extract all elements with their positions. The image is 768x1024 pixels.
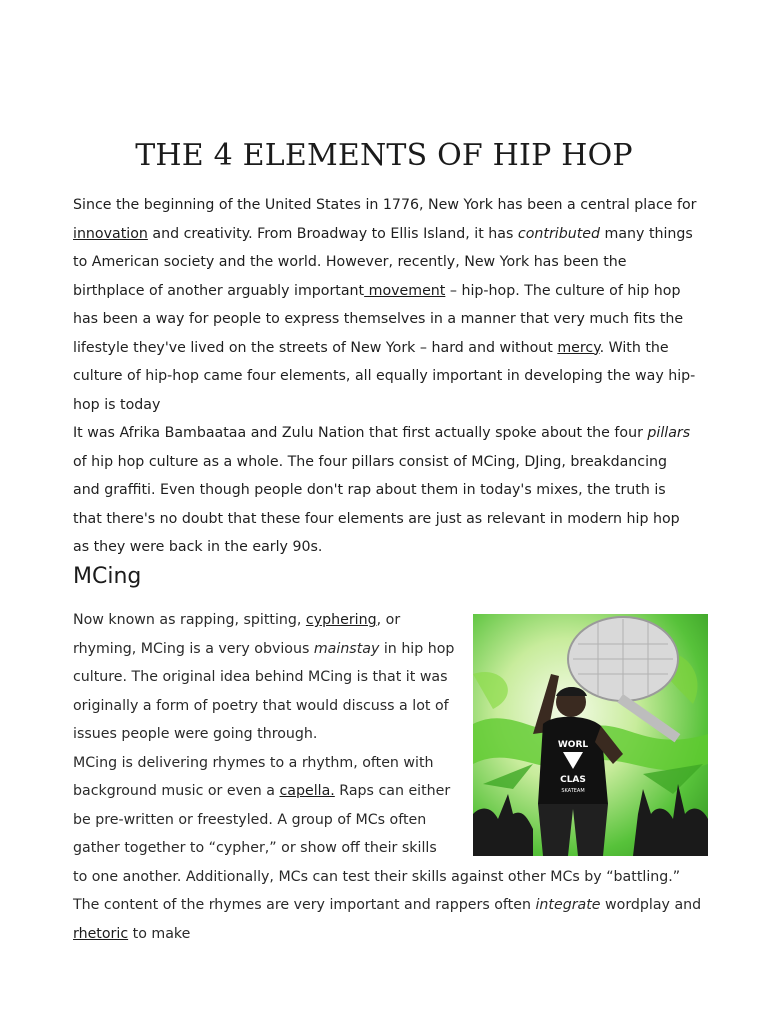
emphasis-mainstay: mainstay <box>313 640 380 657</box>
performer-figure <box>533 674 623 856</box>
text: and creativity. From Broadway to Ellis Island, it has <box>147 225 518 242</box>
intro-section <box>73 191 698 562</box>
link-cyphering[interactable]: cyphering <box>305 612 377 628</box>
link-rhetoric[interactable]: rhetoric <box>73 925 129 942</box>
text: to make <box>128 925 191 942</box>
text: Since the beginning of the United States in 1776, New York has been a central place for <box>73 197 697 213</box>
link-capella[interactable]: capella. <box>279 783 335 799</box>
text: Now known as rapping, spitting, <box>73 612 306 628</box>
link-mercy[interactable]: mercy <box>557 339 600 356</box>
intro-paragraph-1 <box>73 191 698 419</box>
shirt-text-1: WORL <box>557 740 589 750</box>
text: MCing is delivering rhymes to a rhythm, often with background music or even a <box>73 754 434 799</box>
mc-performer-image <box>473 614 708 856</box>
page-title: THE 4 ELEMENTS OF HIP HOP <box>135 138 633 173</box>
text: of hip hop culture as a whole. The four pillars consist of MCing, DJing, breakdancing and graffiti. Even though people don't rap about them in today's mixes, the truth is that there's no doubt that these four elements are just as relevant in modern hip hop as they were back in the early 90s. <box>73 453 680 555</box>
text: , or rhyming, MCing is a very obvious <box>73 612 401 657</box>
emphasis-contributed: contributed <box>517 225 601 242</box>
text: . With the culture of hip-hop came four elements, all equally important in developing the way hip-hop is today <box>73 339 696 413</box>
text: – hip-hop. The culture of hip hop has been a way for people to express themselves in a manner that very much fits the lifestyle they've lived on the streets of New York – hard and without <box>73 282 684 356</box>
link-innovation[interactable]: innovation <box>73 225 148 242</box>
emphasis-pillars: pillars <box>647 425 691 441</box>
text: many things to American society and the world. However, recently, New York has been the birthplace of another arguably important <box>73 225 693 299</box>
section-heading-mcing: MCing <box>73 564 142 589</box>
mcing-section <box>73 606 708 948</box>
text: It was Afrika Bambaataa and Zulu Nation that first actually spoke about the four <box>73 425 648 441</box>
mc-illustration <box>473 614 708 856</box>
text: wordplay and <box>600 897 702 913</box>
link-movement[interactable]: movement <box>364 282 446 299</box>
emphasis-integrate: integrate <box>535 897 601 913</box>
shirt-text-2: CLAS <box>560 775 586 785</box>
shirt-text-3: SKATEAM <box>561 788 585 794</box>
text: in hip hop culture. The original idea behind MCing is that it was originally a form of poetry that would discuss a lot of issues people were going through. <box>73 640 455 742</box>
intro-paragraph-2 <box>73 419 698 562</box>
text: Raps can either be pre-written or freestyled. A group of MCs often gather together to “cypher,” or show off their skills to one another. Additionally, MCs can test their skills against other MCs by “battling.” The content of the rhymes are very important and rappers often <box>73 783 681 913</box>
